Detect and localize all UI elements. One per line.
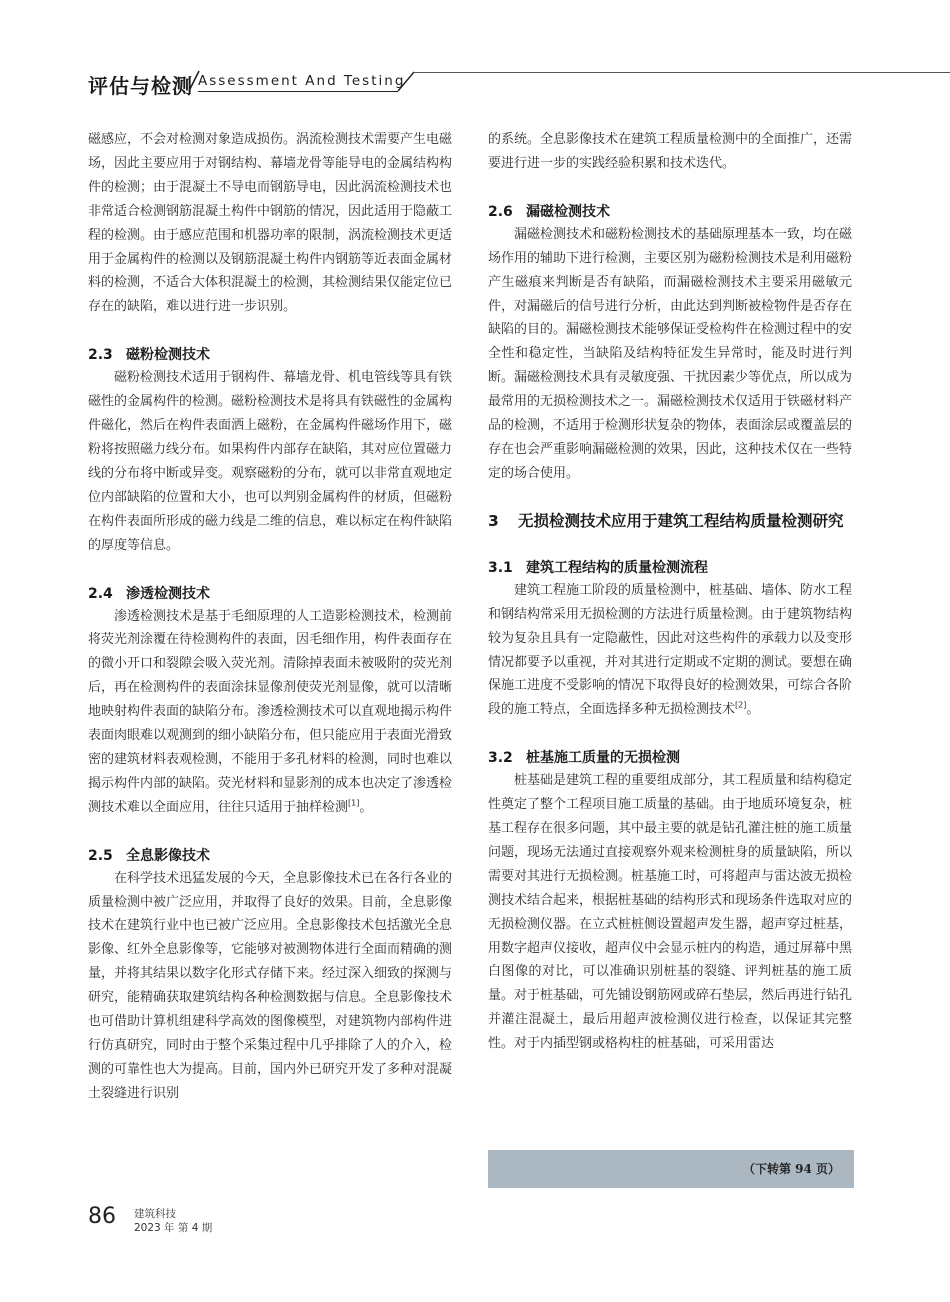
section-number: 2.5	[88, 847, 113, 864]
continued-notice: （下转第 94 页）	[742, 1162, 840, 1176]
left-column	[88, 128, 452, 1106]
section-number: 2.6	[488, 203, 513, 220]
paragraph-end: 。	[359, 799, 373, 815]
section-heading-text: 全息影像技术	[126, 847, 210, 864]
citation-ref[interactable]: [2]	[735, 700, 747, 710]
paragraph-text: 渗透检测技术是基于毛细原理的人工造影检测技术，检测前将荧光剂涂覆在待检测构件的表面，因毛细作用，构件表面存在的微小开口和裂隙会吸入荧光剂。清除掉表面未被吸附的荧光剂后，再在检测构件的表面涂抹显像剂使荧光剂显像，就可以清晰地映射构件表面的缺陷分布。渗透检测技术可以直观地揭示构件表面肉眼难以观测到的细小缺陷分布，但只能应用于表面光滑致密的建筑材料表观检测，不能用于多孔材料的检测，同时也难以揭示构件内部的缺陷。荧光材料和显影剂的成本也决定了渗透检测技术难以全面应用，往往只适用于抽样检测	[88, 608, 453, 815]
section-heading-2-5	[88, 845, 452, 867]
paragraph-text: 建筑工程施工阶段的质量检测中，桩基础、墙体、防水工程和钢结构常采用无损检测的方法进行质量检测。由于建筑物结构较为复杂且具有一定隐蔽性，因此对这些构件的承载力以及变形情况都要予以重视，并对其进行定期或不定期的测试。要想在确保施工进度不受影响的情况下取得良好的检测效果，可综合各阶段的施工特点，全面选择多种无损检测技术	[488, 582, 853, 718]
header-underline	[198, 91, 398, 92]
paragraph: 的系统。全息影像技术在建筑工程质量检测中的全面推广，还需要进行进一步的实践经验积累和技术迭代。	[488, 132, 853, 171]
section-number: 3.2	[488, 750, 513, 767]
section-subtitle: Assessment And Testing	[198, 73, 406, 89]
section-heading-text: 磁粉检测技术	[126, 347, 210, 364]
section-heading-text: 漏磁检测技术	[526, 203, 610, 220]
paragraph: 在科学技术迅猛发展的今天，全息影像技术已在各行各业的质量检测中被广泛应用，并取得了良好的效果。目前，全息影像技术在建筑行业中也已被广泛应用。全息影像技术包括激光全息影像、红外全息影像等，它能够对被测物体进行全面而精确的测量，并将其结果以数字化形式存储下来。经过深入细致的探测与研究，能精确获取建筑结构各种检测数据与信息。全息影像技术也可借助计算机组建科学高效的图像模型，对建筑物内部构件进行仿真研究，同时由于整个采集过程中几乎排除了人的介入，检测的可靠性也大为提高。目前，国内外已研究开发了多种对混凝土裂缝进行识别	[88, 870, 453, 1101]
section-number: 3.1	[488, 559, 513, 576]
page-number: 86	[88, 1204, 116, 1229]
section-heading-3-2	[488, 747, 852, 769]
section-heading-2-3	[88, 344, 452, 366]
continued-notice-box	[488, 1150, 854, 1188]
header-slash-end-icon	[396, 70, 416, 93]
chapter-heading-3	[488, 508, 852, 535]
header-rule	[414, 72, 950, 73]
journal-issue: 2023 年 第 4 期	[134, 1222, 213, 1234]
journal-name: 建筑科技	[134, 1208, 176, 1220]
section-heading-2-4	[88, 583, 452, 605]
paragraph: 磁感应，不会对检测对象造成损伤。涡流检测技术需要产生电磁场，因此主要应用于对钢结构、幕墙龙骨等能导电的金属结构构件的检测；由于混凝土不导电而钢筋导电，因此涡流检测技术也非常适合检测钢筋混凝土构件中钢筋的情况，因此适用于隐蔽工程的检测。由于感应范围和机器功率的限制，涡流检测技术更适用于金属构件的检测以及钢筋混凝土构件内钢筋等近表面金属材料的检测，不适合大体积混凝土的检测，其检测结果仅能定位已存在的缺陷，难以进行进一步识别。	[88, 132, 453, 315]
section-number: 3	[488, 511, 499, 530]
paragraph-end: 。	[746, 702, 760, 718]
section-heading-3-1	[488, 557, 852, 579]
paragraph: 漏磁检测技术和磁粉检测技术的基础原理基本一致，均在磁场作用的辅助下进行检测，主要区别为磁粉检测技术是利用磁粉产生磁痕来判断是否有缺陷，而漏磁检测技术主要采用磁敏元件，对漏磁后的信号进行分析，由此达到判断被检物件是否存在缺陷的目的。漏磁检测技术能够保证受检构件在检测过程中的安全性和稳定性，当缺陷及结构特征发生异常时，能及时进行判断。漏磁检测技术具有灵敏度强、干扰因素少等优点，所以成为最常用的无损检测技术之一。漏磁检测技术仅适用于铁磁材料产品的检测，不适用于检测形状复杂的物体，表面涂层或覆盖层的存在也会严重影响漏磁检测的效果，因此，这种技术仅在一些特定的场合使用。	[488, 226, 853, 481]
section-heading-2-6	[488, 201, 852, 223]
section-heading-text: 桩基施工质量的无损检测	[526, 750, 680, 767]
section-number: 2.4	[88, 585, 113, 602]
section-number: 2.3	[88, 347, 113, 364]
paragraph: 磁粉检测技术适用于钢构件、幕墙龙骨、机电管线等具有铁磁性的金属构件的检测。磁粉检测技术是将具有铁磁性的金属构件磁化，然后在构件表面洒上磁粉，在金属构件磁场作用下，磁粉将按照磁力线分布。如果构件内部存在缺陷，其对应位置磁力线的分布将中断或异变。观察磁粉的分布，就可以非常直观地定位内部缺陷的位置和大小，也可以判别金属构件的材质，但磁粉在构件表面所形成的磁力线是二维的信息，难以标定在构件缺陷的厚度等信息。	[88, 370, 453, 553]
right-column	[488, 128, 852, 1056]
paragraph	[88, 605, 452, 820]
section-heading-text: 无损检测技术应用于建筑工程结构质量检测研究	[518, 511, 844, 530]
paragraph	[488, 579, 852, 722]
section-title: 评估与检测	[88, 74, 193, 98]
section-heading-text: 渗透检测技术	[126, 585, 210, 602]
citation-ref[interactable]: [1]	[348, 798, 360, 808]
paragraph: 桩基础是建筑工程的重要组成部分，其工程质量和结构稳定性奠定了整个工程项目施工质量的基础。由于地质环境复杂，桩基工程存在很多问题，其中最主要的就是钻孔灌注桩的施工质量问题，现场无法通过直接观察外观来检测桩身的质量缺陷，所以需要对其进行无损检测。桩基施工时，可将超声与雷达波无损检测技术结合起来，根据桩基础的结构形式和现场条件选取对应的无损检测仪器。在立式桩桩侧设置超声发生器，超声穿过桩基，用数字超声仪接收，超声仪中会显示桩内的构造，通过屏幕中黑白图像的对比，可以准确识别桩基的裂缝、评判桩基的施工质量。对于桩基础，可先铺设钢筋网或碎石垫层，然后再进行钻孔并灌注混凝土，最后用超声波检测仪进行检查，以保证其完整性。对于内插型钢或格构柱的桩基础，可采用雷达	[488, 773, 853, 1052]
section-heading-text: 建筑工程结构的质量检测流程	[526, 559, 708, 576]
